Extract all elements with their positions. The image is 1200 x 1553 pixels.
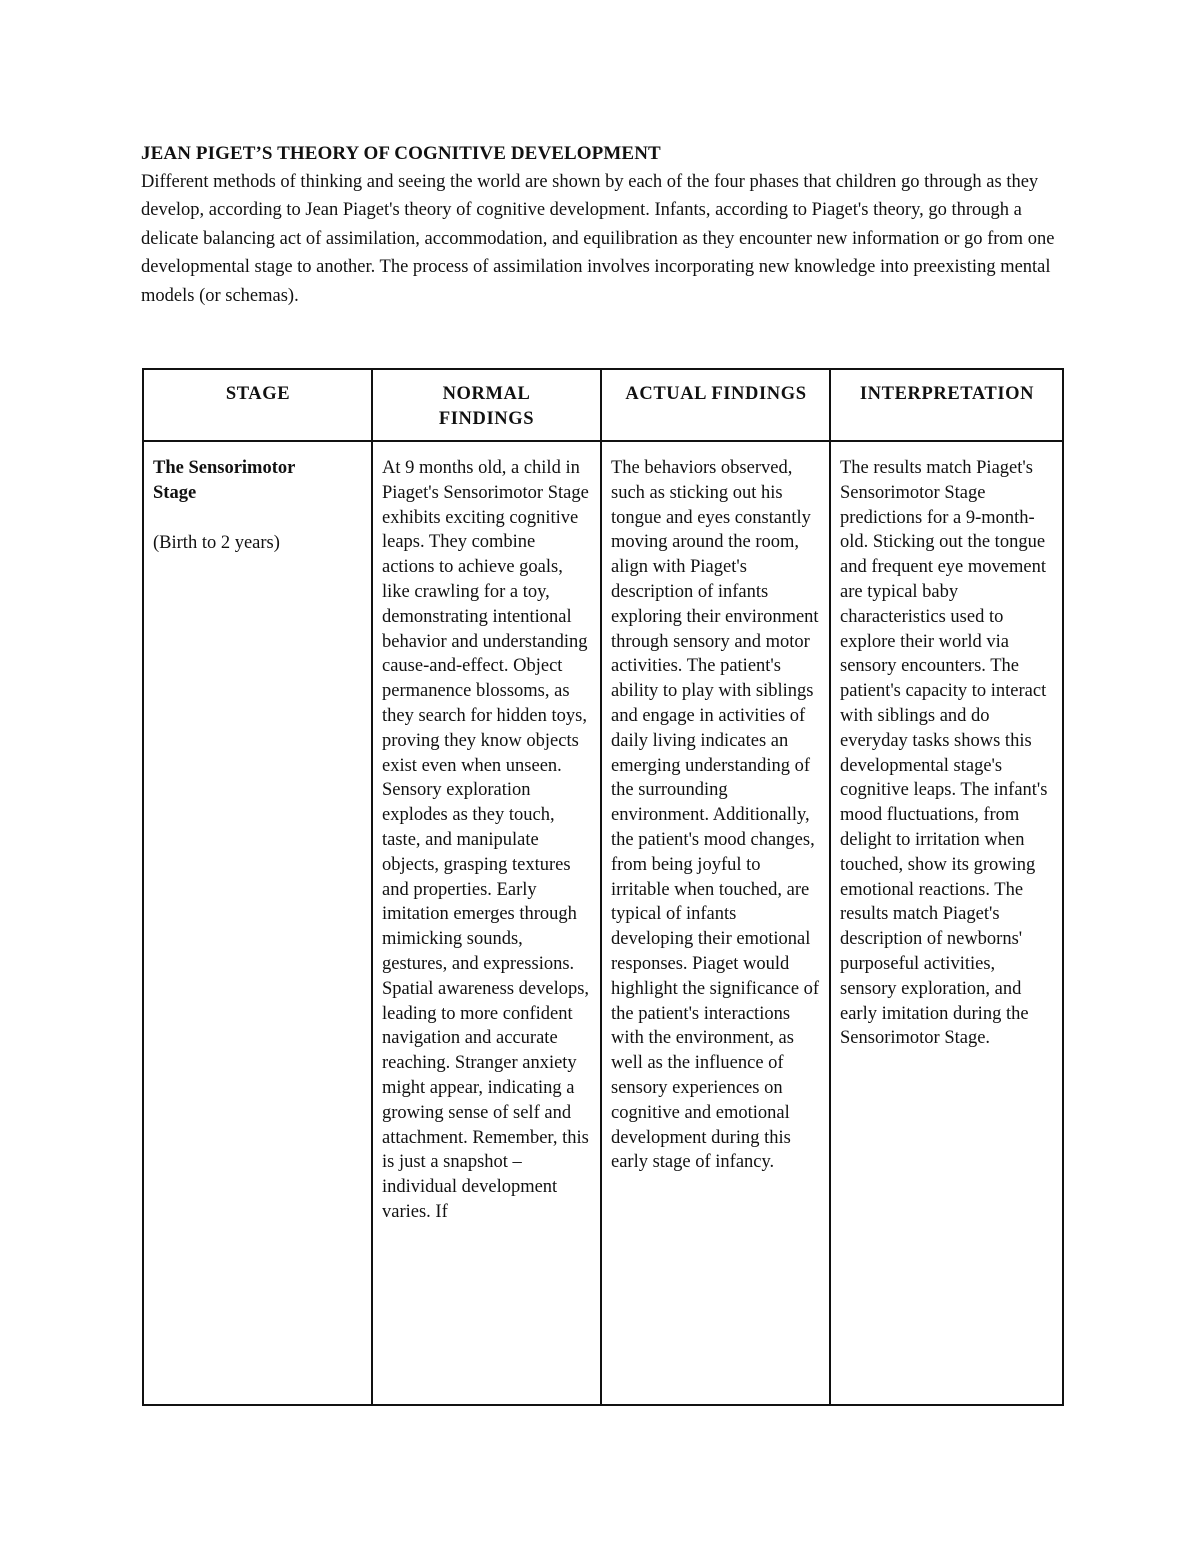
header-normal-findings: NORMAL FINDINGS: [372, 369, 601, 441]
cell-interpretation: The results match Piaget's Sensorimotor Stage predictions for a 9-month-old. Sticking out the tongue and frequent eye movement are typical baby characteristics used to explore their world via sensory encounters. The patient's capacity to interact with siblings and do everyday tasks shows this developmental stage's cognitive leaps. The infant's mood fluctuations, from delight to irritation when touched, show its growing emotional reactions. The results match Piaget's description of newborns' purposeful activities, sensory exploration, and early imitation during the Sensorimotor Stage.: [830, 441, 1063, 1405]
document-header: [141, 142, 1061, 310]
header-actual-findings: ACTUAL FINDINGS: [601, 369, 830, 441]
header-stage: STAGE: [143, 369, 372, 441]
header-interpretation: INTERPRETATION: [830, 369, 1063, 441]
cell-actual-findings: The behaviors observed, such as sticking out his tongue and eyes constantly moving around the room, align with Piaget's description of infants exploring their environment through sensory and motor activities. The patient's ability to play with siblings and engage in activities of daily living indicates an emerging understanding of the surrounding environment. Additionally, the patient's mood changes, from being joyful to irritable when touched, are typical of infants developing their emotional responses. Piaget would highlight the significance of the patient's interactions with the environment, as well as the influence of sensory experiences on cognitive and emotional development during this early stage of infancy.: [601, 441, 830, 1405]
cell-stage: [143, 441, 372, 1405]
intro-paragraph: Different methods of thinking and seeing the world are shown by each of the four phases that children go through as they develop, according to Jean Piaget's theory of cognitive development. Infants, according to Piaget's theory, go through a delicate balancing act of assimilation, accommodation, and equilibration as they encounter new information or go from one developmental stage to another. The process of assimilation involves incorporating new knowledge into preexisting mental models (or schemas).: [141, 172, 1055, 306]
document-title: JEAN PIGET’S THEORY OF COGNITIVE DEVELOPMENT: [141, 143, 661, 164]
cell-normal-findings: At 9 months old, a child in Piaget's Sensorimotor Stage exhibits exciting cognitive leaps. They combine actions to achieve goals, like crawling for a toy, demonstrating intentional behavior and understanding cause-and-effect. Object permanence blossoms, as they search for hidden toys, proving they know objects exist even when unseen. Sensory exploration explodes as they touch, taste, and manipulate objects, grasping textures and properties. Early imitation emerges through mimicking sounds, gestures, and expressions. Spatial awareness develops, leading to more confident navigation and accurate reaching. Stranger anxiety might appear, indicating a growing sense of self and attachment. Remember, this is just a snapshot – individual development varies. If: [372, 441, 601, 1405]
stage-age: (Birth to 2 years): [153, 532, 280, 553]
stages-table: [142, 368, 1064, 1406]
stage-name: The Sensorimotor Stage: [153, 458, 296, 503]
table-row: [143, 441, 1063, 1405]
table-header-row: [143, 369, 1063, 441]
